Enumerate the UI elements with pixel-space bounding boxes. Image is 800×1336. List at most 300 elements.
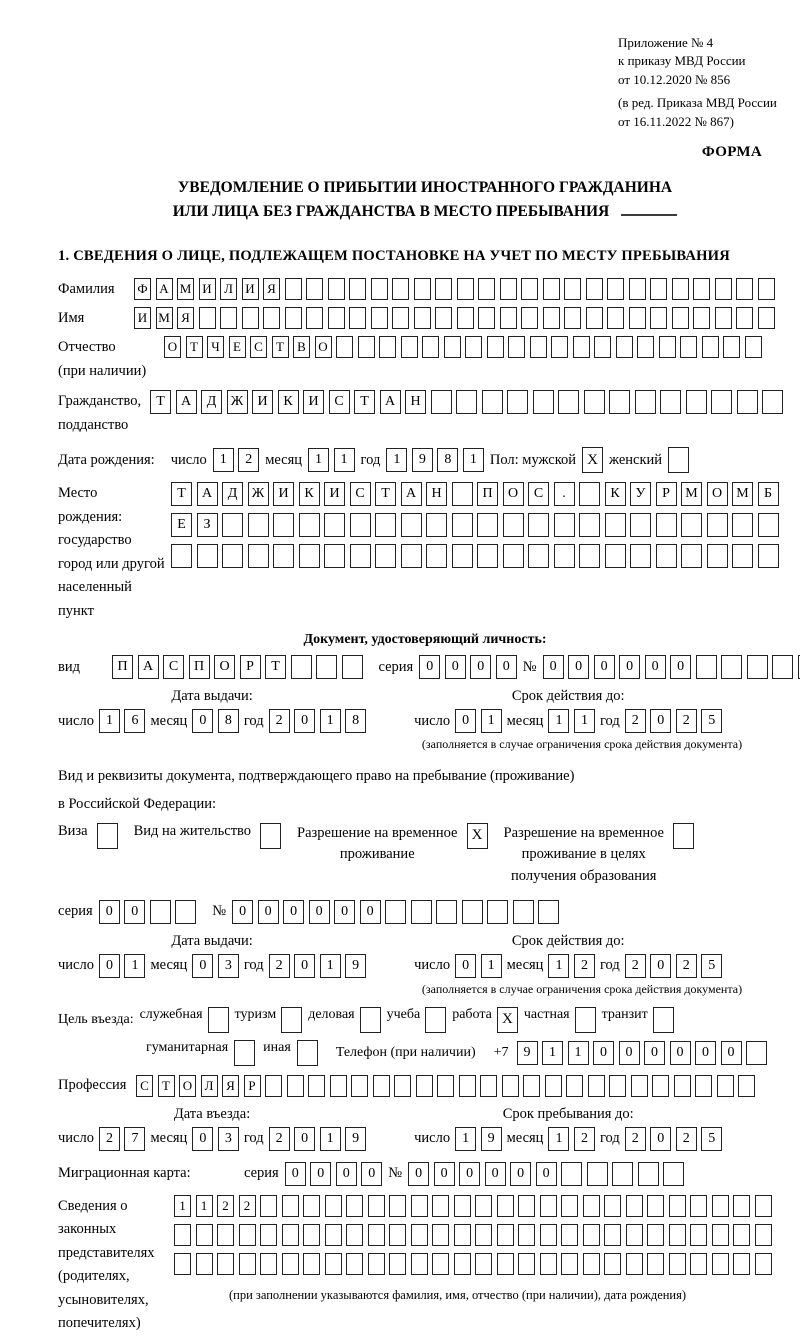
form-cell-empty — [385, 900, 406, 924]
form-cell-empty — [437, 1075, 454, 1097]
form-cell-empty — [287, 1075, 304, 1097]
form-cell-empty — [217, 1224, 234, 1246]
residence-series-label: серия — [58, 903, 93, 920]
form-cell-empty — [551, 336, 568, 358]
birth-month-cells — [308, 448, 355, 472]
profession-cells — [136, 1075, 755, 1097]
birth-place-block — [58, 482, 792, 623]
form-cell-empty — [342, 655, 363, 679]
edu-residence-permit-checkbox — [673, 823, 694, 849]
form-cell-filled: О — [164, 336, 181, 358]
form-cell-filled: 1 — [320, 709, 341, 733]
form-cell-empty — [375, 513, 396, 537]
form-cell-empty — [652, 1075, 669, 1097]
birth-date-row — [58, 447, 792, 473]
form-cell-empty — [672, 307, 689, 329]
form-cell-empty — [690, 1253, 707, 1275]
form-cell-empty — [758, 307, 775, 329]
entry-year-cells — [269, 1127, 367, 1151]
form-cell-empty — [175, 900, 196, 924]
form-cell-filled: 1 — [124, 954, 145, 978]
form-cell-filled: 2 — [676, 709, 697, 733]
purpose-private: частная — [524, 1007, 596, 1033]
form-cell-filled: Т — [265, 655, 286, 679]
form-cell-empty — [482, 390, 503, 414]
form-cell-empty — [480, 1075, 497, 1097]
form-cell-filled: Н — [426, 482, 447, 506]
form-cell-filled: 0 — [283, 900, 304, 924]
form-cell-filled: Р — [244, 1075, 261, 1097]
form-cell-filled: С — [350, 482, 371, 506]
visa-checkbox — [97, 823, 118, 849]
form-cell-filled: 8 — [345, 709, 366, 733]
form-cell-empty — [422, 336, 439, 358]
form-cell-empty — [222, 513, 243, 537]
purpose-work-checkbox — [497, 1007, 518, 1033]
validity-note: (заполняется в случае ограничения срока действия документа) — [421, 981, 743, 996]
purpose-other: иная — [263, 1040, 318, 1066]
form-cell-filled: 0 — [294, 1127, 315, 1151]
form-cell-empty — [431, 390, 452, 414]
form-cell-empty — [351, 1075, 368, 1097]
form-cell-empty — [475, 1253, 492, 1275]
residence-valid-month-cells — [548, 954, 595, 978]
title-line-2: ИЛИ ЛИЦА БЕЗ ГРАЖДАНСТВА В МЕСТО ПРЕБЫВАНИЯ — [58, 200, 792, 224]
form-cell-filled: 0 — [192, 709, 213, 733]
legal-reference-block — [618, 34, 792, 131]
form-cell-empty — [487, 900, 508, 924]
form-cell-empty — [626, 1253, 643, 1275]
form-cell-empty — [586, 278, 603, 300]
form-cell-empty — [647, 1195, 664, 1217]
form-cell-empty — [282, 1224, 299, 1246]
edu-residence-permit-option — [504, 823, 694, 888]
form-cell-filled: 0 — [419, 655, 440, 679]
form-cell-empty — [171, 544, 192, 568]
form-cell-filled: Т — [272, 336, 289, 358]
migration-card-series-cells — [285, 1162, 383, 1186]
form-cell-filled: 2 — [574, 954, 595, 978]
form-cell-empty — [630, 544, 651, 568]
form-cell-filled: С — [329, 390, 350, 414]
form-cell-filled: С — [136, 1075, 153, 1097]
form-cell-empty — [325, 1253, 342, 1275]
residence-permit-label: Вид на жительство — [133, 822, 252, 839]
form-cell-filled: Т — [375, 482, 396, 506]
form-cell-empty — [528, 513, 549, 537]
form-cell-empty — [631, 1075, 648, 1097]
form-cell-empty — [702, 336, 719, 358]
form-cell-filled: Л — [201, 1075, 218, 1097]
form-cell-empty — [196, 1224, 213, 1246]
form-cell-empty — [656, 544, 677, 568]
sex-female-checkbox — [668, 447, 689, 473]
form-cell-empty — [540, 1224, 557, 1246]
form-cell-filled: 2 — [217, 1195, 234, 1217]
form-cell-empty — [538, 900, 559, 924]
form-cell-filled: И — [273, 482, 294, 506]
form-cell-empty — [605, 513, 626, 537]
form-cell-empty — [456, 390, 477, 414]
form-cell-empty — [629, 278, 646, 300]
birth-day-cells — [213, 448, 260, 472]
title-line-1: УВЕДОМЛЕНИЕ О ПРИБЫТИИ ИНОСТРАННОГО ГРАЖДАНИНА — [177, 179, 673, 197]
form-cell-empty — [690, 1224, 707, 1246]
edu-residence-permit-label: Разрешение на временное проживание в целях получения образования — [503, 824, 664, 885]
first-name-label: Имя — [58, 309, 85, 326]
form-cell-empty — [503, 544, 524, 568]
birth-place-cell-rows — [171, 482, 779, 568]
form-cell-empty — [513, 900, 534, 924]
form-cell-empty — [736, 307, 753, 329]
form-cell-empty — [260, 823, 281, 849]
form-cell-empty — [500, 278, 517, 300]
residence-series-cells — [99, 900, 197, 924]
form-cell-empty — [681, 544, 702, 568]
form-cell-empty — [358, 336, 375, 358]
form-cell-empty — [97, 823, 118, 849]
form-cell-filled: 0 — [510, 1162, 531, 1186]
form-cell-empty — [707, 544, 728, 568]
form-cell-empty — [299, 513, 320, 537]
form-cell-filled: 0 — [309, 900, 330, 924]
form-cell-empty — [693, 307, 710, 329]
residence-issue-month-cells — [192, 954, 239, 978]
form-cell-empty — [475, 1195, 492, 1217]
form-cell-empty — [715, 278, 732, 300]
form-cell-filled: 1 — [542, 1041, 563, 1065]
form-cell-filled: Д — [201, 390, 222, 414]
form-cell-filled: 0 — [258, 900, 279, 924]
form-cell-empty — [587, 1162, 608, 1186]
form-cell-filled: А — [156, 278, 173, 300]
form-cell-empty — [350, 513, 371, 537]
form-cell-empty — [755, 1253, 772, 1275]
form-cell-filled: 2 — [625, 1127, 646, 1151]
form-cell-filled: . — [554, 482, 575, 506]
issue-month-cells — [192, 709, 239, 733]
form-cell-empty — [239, 1253, 256, 1275]
form-cell-filled: 1 — [99, 709, 120, 733]
citizenship-label: Гражданство, подданство — [58, 393, 142, 433]
form-cell-empty — [371, 278, 388, 300]
form-cell-empty — [583, 1195, 600, 1217]
form-cell-filled: X — [582, 447, 603, 473]
form-cell-empty — [545, 1075, 562, 1097]
form-cell-filled: 0 — [536, 1162, 557, 1186]
surname-label: Фамилия — [58, 280, 115, 297]
form-cell-empty — [306, 307, 323, 329]
form-cell-empty — [561, 1162, 582, 1186]
form-cell-empty — [281, 1007, 302, 1033]
form-cell-filled: З — [197, 513, 218, 537]
form-cell-empty — [425, 1007, 446, 1033]
form-cell-filled: 1 — [320, 1127, 341, 1151]
form-cell-empty — [248, 544, 269, 568]
form-cell-filled: В — [293, 336, 310, 358]
form-cell-empty — [336, 336, 353, 358]
visa-label: Виза — [58, 822, 88, 839]
form-cell-empty — [349, 278, 366, 300]
purpose-official-checkbox — [208, 1007, 229, 1033]
form-cell-filled: О — [503, 482, 524, 506]
form-cell-empty — [723, 336, 740, 358]
form-cell-filled: Т — [158, 1075, 175, 1097]
residence-valid-until-date: Срок действия до: число 0 1 месяц 1 2 год 2 0 2 5 — [414, 933, 722, 978]
form-cell-empty — [584, 390, 605, 414]
form-cell-empty — [561, 1195, 578, 1217]
issue-date-heading: Дата выдачи: — [171, 688, 253, 705]
form-cell-empty — [647, 1224, 664, 1246]
form-cell-empty — [681, 513, 702, 537]
form-cell-filled: 5 — [701, 1127, 722, 1151]
form-cell-filled: О — [179, 1075, 196, 1097]
form-cell-filled: 9 — [481, 1127, 502, 1151]
entry-purpose-row2 — [146, 1040, 792, 1066]
identity-valid-until-date: Срок действия до: число 0 1 месяц 1 1 год 2 0 2 5 — [414, 688, 722, 733]
form-cell-empty — [543, 278, 560, 300]
form-cell-empty — [478, 278, 495, 300]
form-cell-empty — [669, 1224, 686, 1246]
form-cell-filled: И — [252, 390, 273, 414]
form-cell-filled: О — [707, 482, 728, 506]
form-cell-empty — [242, 307, 259, 329]
form-cell-empty — [707, 513, 728, 537]
form-cell-empty — [616, 336, 633, 358]
form-cell-empty — [394, 1075, 411, 1097]
form-cell-filled: 9 — [412, 448, 433, 472]
form-cell-empty — [368, 1195, 385, 1217]
form-cell-empty — [732, 513, 753, 537]
residence-valid-day-cells — [455, 954, 502, 978]
profession-label: Профессия — [58, 1077, 127, 1094]
form-cell-empty — [454, 1253, 471, 1275]
form-cell-filled: 1 — [574, 709, 595, 733]
form-cell-filled: 0 — [496, 655, 517, 679]
form-cell-filled: 1 — [386, 448, 407, 472]
phone-cells — [517, 1041, 768, 1065]
form-cell-empty — [586, 307, 603, 329]
form-cell-empty — [497, 1224, 514, 1246]
form-cell-empty — [285, 307, 302, 329]
form-cell-filled: 1 — [196, 1195, 213, 1217]
form-cell-empty — [530, 336, 547, 358]
validity-note: (заполняется в случае ограничения срока действия документа) — [421, 737, 743, 752]
surname-row — [58, 278, 792, 300]
form-cell-empty — [371, 307, 388, 329]
purpose-business: деловая — [308, 1007, 380, 1033]
migration-card-row — [58, 1162, 792, 1186]
form-cell-empty — [630, 513, 651, 537]
form-cell-empty — [732, 544, 753, 568]
form-cell-empty — [478, 307, 495, 329]
birth-date-label: Дата рождения: — [58, 451, 155, 468]
form-cell-filled: 0 — [408, 1162, 429, 1186]
representatives-cells-row3 — [174, 1253, 772, 1275]
purpose-business-checkbox — [360, 1007, 381, 1033]
form-cell-empty — [626, 1224, 643, 1246]
form-cell-empty — [712, 1224, 729, 1246]
form-cell-filled: И — [242, 278, 259, 300]
form-cell-empty — [733, 1195, 750, 1217]
form-cell-empty — [360, 1007, 381, 1033]
form-cell-empty — [416, 1075, 433, 1097]
form-cell-empty — [762, 390, 783, 414]
form-cell-empty — [745, 336, 762, 358]
form-cell-filled: 0 — [285, 1162, 306, 1186]
form-cell-filled: К — [605, 482, 626, 506]
form-cell-filled: 0 — [644, 1041, 665, 1065]
form-cell-empty — [457, 307, 474, 329]
form-cell-empty — [554, 544, 575, 568]
form-cell-empty — [426, 513, 447, 537]
form-cell-filled: 0 — [445, 655, 466, 679]
form-cell-filled: 0 — [360, 900, 381, 924]
form-cell-empty — [772, 655, 793, 679]
stay-day-cells — [455, 1127, 502, 1151]
stay-until-date: Срок пребывания до: число 1 9 месяц 1 2 год 2 0 2 5 — [414, 1106, 722, 1151]
form-cell-filled: 2 — [676, 1127, 697, 1151]
temp-residence-permit-label: Разрешение на временное проживание — [297, 824, 458, 863]
form-cell-filled: М — [177, 278, 194, 300]
form-cell-filled: 0 — [192, 954, 213, 978]
form-cell-empty — [389, 1195, 406, 1217]
residence-doc-series-row — [58, 900, 792, 924]
form-cell-filled: Ж — [227, 390, 248, 414]
form-cell-empty — [297, 1040, 318, 1066]
residence-number-cells — [232, 900, 559, 924]
form-cell-filled: О — [315, 336, 332, 358]
form-cell-filled: И — [199, 278, 216, 300]
form-cell-empty — [669, 1195, 686, 1217]
patronymic-cells — [164, 336, 762, 358]
form-cell-empty — [635, 390, 656, 414]
patronymic-note: (при наличии) — [58, 362, 147, 379]
form-cell-empty — [349, 307, 366, 329]
form-cell-filled: 1 — [481, 709, 502, 733]
form-cell-filled: А — [380, 390, 401, 414]
form-cell-empty — [607, 278, 624, 300]
form-cell-filled: П — [189, 655, 210, 679]
form-cell-empty — [273, 513, 294, 537]
form-cell-empty — [248, 513, 269, 537]
form-cell-filled: А — [197, 482, 218, 506]
form-cell-filled: Т — [171, 482, 192, 506]
entry-day-cells — [99, 1127, 146, 1151]
form-cell-filled: М — [156, 307, 173, 329]
form-cell-empty — [609, 390, 630, 414]
purpose-other-checkbox — [297, 1040, 318, 1066]
form-cell-filled: 0 — [568, 655, 589, 679]
form-cell-empty — [282, 1195, 299, 1217]
form-cell-empty — [518, 1195, 535, 1217]
form-cell-empty — [746, 1041, 767, 1065]
form-cell-empty — [674, 1075, 691, 1097]
form-cell-filled: 0 — [124, 900, 145, 924]
form-cell-filled: 0 — [310, 1162, 331, 1186]
form-cell-filled: Т — [354, 390, 375, 414]
form-cell-empty — [626, 1195, 643, 1217]
document-title — [58, 176, 792, 224]
identity-doc-series-label: серия — [378, 658, 414, 675]
profession-row — [58, 1075, 792, 1097]
form-cell-filled: 2 — [238, 448, 259, 472]
form-cell-empty — [350, 544, 371, 568]
form-cell-empty — [647, 1253, 664, 1275]
form-cell-filled: 1 — [463, 448, 484, 472]
entry-month-cells — [192, 1127, 239, 1151]
patronymic-label: Отчество (при наличии) — [58, 336, 158, 383]
form-cell-empty — [222, 544, 243, 568]
form-cell-filled: 1 — [568, 1041, 589, 1065]
purpose-humanitarian-checkbox — [234, 1040, 255, 1066]
form-cell-filled: К — [278, 390, 299, 414]
form-cell-empty — [758, 278, 775, 300]
form-cell-filled: 0 — [543, 655, 564, 679]
form-cell-empty — [540, 1253, 557, 1275]
form-cell-filled: 1 — [548, 1127, 569, 1151]
form-cell-filled: Т — [186, 336, 203, 358]
form-cell-empty — [411, 1195, 428, 1217]
form-cell-empty — [197, 544, 218, 568]
form-cell-empty — [737, 390, 758, 414]
form-cell-empty — [523, 1075, 540, 1097]
form-cell-empty — [234, 1040, 255, 1066]
form-cell-filled: 3 — [218, 954, 239, 978]
birth-place-cells-row1 — [171, 482, 779, 506]
form-cell-filled: 1 — [174, 1195, 191, 1217]
form-cell-filled: 1 — [455, 1127, 476, 1151]
form-cell-empty — [265, 1075, 282, 1097]
purpose-humanitarian: гуманитарная — [146, 1040, 255, 1066]
purpose-work: работа X — [452, 1007, 518, 1033]
form-cell-filled: 0 — [670, 655, 691, 679]
birth-year-label: год — [360, 451, 381, 468]
form-cell-empty — [673, 823, 694, 849]
form-cell-filled: 5 — [701, 954, 722, 978]
entry-date: Дата въезда: число 2 7 месяц 0 3 год 2 0 1 9 — [58, 1106, 366, 1151]
representatives-cells-row2 — [174, 1224, 772, 1246]
form-cell-filled: П — [112, 655, 133, 679]
form-cell-filled: 0 — [619, 655, 640, 679]
birth-year-cells — [386, 448, 484, 472]
form-cell-empty — [604, 1195, 621, 1217]
reference-line: Приложение № 4 — [618, 35, 714, 50]
form-cell-filled: 2 — [574, 1127, 595, 1151]
form-cell-empty — [444, 336, 461, 358]
form-cell-filled: 2 — [269, 954, 290, 978]
form-cell-empty — [583, 1253, 600, 1275]
reference-line: от 16.11.2022 № 867) — [618, 113, 735, 129]
purpose-transit: транзит — [602, 1007, 674, 1033]
identity-doc-series-cells — [419, 655, 517, 679]
form-cell-empty — [325, 1195, 342, 1217]
form-cell-filled: 0 — [459, 1162, 480, 1186]
form-cell-empty — [260, 1224, 277, 1246]
form-cell-empty — [579, 544, 600, 568]
form-cell-empty — [465, 336, 482, 358]
form-cell-filled: 0 — [361, 1162, 382, 1186]
form-cell-filled: Е — [229, 336, 246, 358]
form-cell-filled: А — [176, 390, 197, 414]
representatives-cells-row1 — [174, 1195, 772, 1217]
form-cell-filled: 1 — [481, 954, 502, 978]
form-cell-empty — [561, 1224, 578, 1246]
form-cell-filled: 0 — [192, 1127, 213, 1151]
form-cell-filled: 0 — [645, 655, 666, 679]
form-cell-filled: 7 — [124, 1127, 145, 1151]
form-cell-empty — [303, 1224, 320, 1246]
